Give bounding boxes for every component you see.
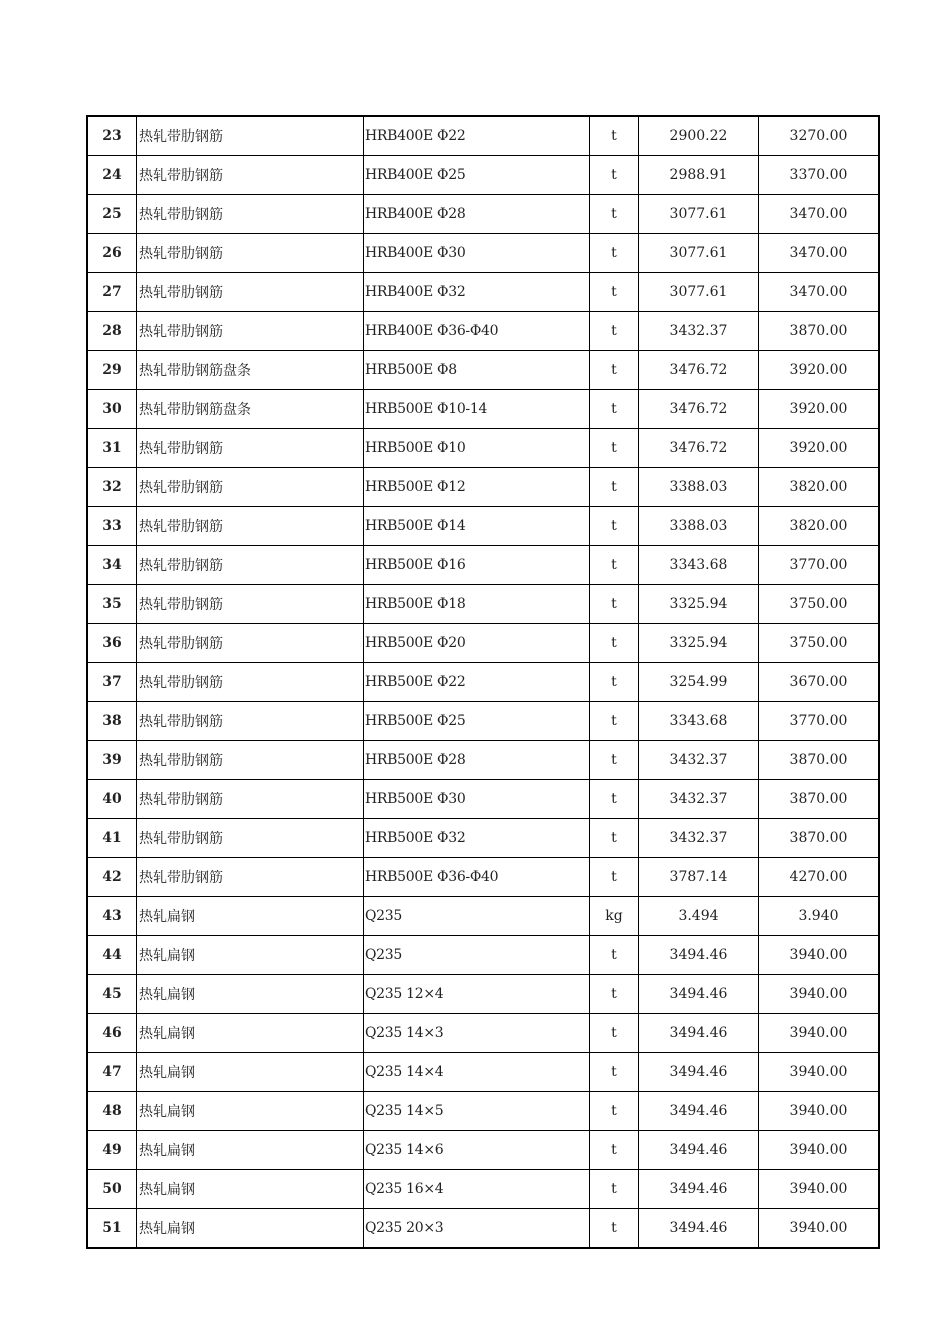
price-excl-tax: 2988.91 xyxy=(639,156,759,195)
price-incl-tax: 3270.00 xyxy=(759,116,880,156)
material-spec: HRB500E Φ12 xyxy=(364,468,590,507)
table-row xyxy=(87,663,879,702)
row-number: 44 xyxy=(87,936,137,975)
row-number: 49 xyxy=(87,1131,137,1170)
material-spec: HRB400E Φ36-Φ40 xyxy=(364,312,590,351)
material-spec: Q235 12×4 xyxy=(364,975,590,1014)
price-excl-tax: 3476.72 xyxy=(639,390,759,429)
price-excl-tax: 3432.37 xyxy=(639,312,759,351)
unit: t xyxy=(590,936,639,975)
unit: t xyxy=(590,858,639,897)
material-spec: HRB500E Φ8 xyxy=(364,351,590,390)
unit: t xyxy=(590,312,639,351)
price-excl-tax: 3077.61 xyxy=(639,273,759,312)
material-name: 热轧带肋钢筋 xyxy=(137,702,364,741)
row-number: 35 xyxy=(87,585,137,624)
price-excl-tax: 3476.72 xyxy=(639,351,759,390)
price-excl-tax: 3494.46 xyxy=(639,1209,759,1249)
table-row xyxy=(87,975,879,1014)
price-excl-tax: 3494.46 xyxy=(639,975,759,1014)
material-spec: Q235 xyxy=(364,936,590,975)
row-number: 34 xyxy=(87,546,137,585)
price-excl-tax: 3432.37 xyxy=(639,780,759,819)
price-excl-tax: 3494.46 xyxy=(639,936,759,975)
row-number: 30 xyxy=(87,390,137,429)
material-name: 热轧带肋钢筋 xyxy=(137,546,364,585)
material-name: 热轧扁钢 xyxy=(137,1209,364,1249)
table-row xyxy=(87,819,879,858)
row-number: 24 xyxy=(87,156,137,195)
price-incl-tax: 3670.00 xyxy=(759,663,880,702)
table-row xyxy=(87,312,879,351)
unit: t xyxy=(590,819,639,858)
material-name: 热轧带肋钢筋盘条 xyxy=(137,390,364,429)
table-row xyxy=(87,624,879,663)
row-number: 42 xyxy=(87,858,137,897)
unit: t xyxy=(590,390,639,429)
material-spec: Q235 14×4 xyxy=(364,1053,590,1092)
row-number: 36 xyxy=(87,624,137,663)
table-row xyxy=(87,195,879,234)
unit: t xyxy=(590,663,639,702)
material-name: 热轧带肋钢筋 xyxy=(137,858,364,897)
unit: t xyxy=(590,1053,639,1092)
price-incl-tax: 3470.00 xyxy=(759,234,880,273)
table-row xyxy=(87,351,879,390)
table-row xyxy=(87,780,879,819)
material-name: 热轧带肋钢筋 xyxy=(137,156,364,195)
material-name: 热轧扁钢 xyxy=(137,1014,364,1053)
table-row xyxy=(87,273,879,312)
material-name: 热轧带肋钢筋 xyxy=(137,429,364,468)
price-incl-tax: 3750.00 xyxy=(759,585,880,624)
material-name: 热轧带肋钢筋 xyxy=(137,819,364,858)
price-incl-tax: 3370.00 xyxy=(759,156,880,195)
row-number: 38 xyxy=(87,702,137,741)
unit: t xyxy=(590,1092,639,1131)
price-excl-tax: 3494.46 xyxy=(639,1053,759,1092)
row-number: 39 xyxy=(87,741,137,780)
material-name: 热轧带肋钢筋 xyxy=(137,507,364,546)
price-incl-tax: 4270.00 xyxy=(759,858,880,897)
row-number: 37 xyxy=(87,663,137,702)
material-name: 热轧带肋钢筋 xyxy=(137,312,364,351)
unit: t xyxy=(590,1131,639,1170)
price-excl-tax: 3.494 xyxy=(639,897,759,936)
price-excl-tax: 3494.46 xyxy=(639,1092,759,1131)
price-incl-tax: 3750.00 xyxy=(759,624,880,663)
price-excl-tax: 3476.72 xyxy=(639,429,759,468)
unit: t xyxy=(590,1170,639,1209)
row-number: 50 xyxy=(87,1170,137,1209)
table-row xyxy=(87,429,879,468)
row-number: 23 xyxy=(87,116,137,156)
price-excl-tax: 3343.68 xyxy=(639,702,759,741)
table-row xyxy=(87,390,879,429)
table-row xyxy=(87,1092,879,1131)
material-name: 热轧带肋钢筋 xyxy=(137,273,364,312)
unit: t xyxy=(590,156,639,195)
unit: t xyxy=(590,975,639,1014)
row-number: 29 xyxy=(87,351,137,390)
price-incl-tax: 3940.00 xyxy=(759,975,880,1014)
row-number: 41 xyxy=(87,819,137,858)
material-name: 热轧带肋钢筋 xyxy=(137,468,364,507)
table-row xyxy=(87,1053,879,1092)
price-excl-tax: 3388.03 xyxy=(639,507,759,546)
table-row xyxy=(87,702,879,741)
row-number: 31 xyxy=(87,429,137,468)
price-incl-tax: 3870.00 xyxy=(759,312,880,351)
material-name: 热轧扁钢 xyxy=(137,1092,364,1131)
price-excl-tax: 2900.22 xyxy=(639,116,759,156)
price-excl-tax: 3325.94 xyxy=(639,624,759,663)
row-number: 43 xyxy=(87,897,137,936)
material-spec: HRB400E Φ32 xyxy=(364,273,590,312)
table-row xyxy=(87,1014,879,1053)
material-spec: HRB500E Φ20 xyxy=(364,624,590,663)
material-spec: HRB500E Φ22 xyxy=(364,663,590,702)
material-spec: Q235 14×6 xyxy=(364,1131,590,1170)
price-incl-tax: 3820.00 xyxy=(759,507,880,546)
material-spec: HRB400E Φ22 xyxy=(364,116,590,156)
table-row xyxy=(87,1209,879,1249)
price-incl-tax: 3870.00 xyxy=(759,741,880,780)
unit: t xyxy=(590,702,639,741)
unit: t xyxy=(590,234,639,273)
row-number: 27 xyxy=(87,273,137,312)
price-excl-tax: 3432.37 xyxy=(639,819,759,858)
material-name: 热轧带肋钢筋 xyxy=(137,116,364,156)
material-name: 热轧扁钢 xyxy=(137,1131,364,1170)
material-name: 热轧扁钢 xyxy=(137,897,364,936)
table-row xyxy=(87,1131,879,1170)
row-number: 46 xyxy=(87,1014,137,1053)
material-spec: HRB500E Φ28 xyxy=(364,741,590,780)
material-name: 热轧带肋钢筋 xyxy=(137,234,364,273)
material-price-table xyxy=(86,115,880,1249)
price-excl-tax: 3494.46 xyxy=(639,1170,759,1209)
price-excl-tax: 3787.14 xyxy=(639,858,759,897)
price-incl-tax: 3770.00 xyxy=(759,702,880,741)
table-row xyxy=(87,1170,879,1209)
price-excl-tax: 3494.46 xyxy=(639,1014,759,1053)
material-spec: Q235 14×3 xyxy=(364,1014,590,1053)
table-row xyxy=(87,507,879,546)
price-excl-tax: 3343.68 xyxy=(639,546,759,585)
unit: t xyxy=(590,624,639,663)
material-name: 热轧扁钢 xyxy=(137,1053,364,1092)
material-name: 热轧带肋钢筋 xyxy=(137,624,364,663)
table-row xyxy=(87,116,879,156)
price-incl-tax: 3470.00 xyxy=(759,273,880,312)
material-name: 热轧带肋钢筋 xyxy=(137,663,364,702)
material-spec: HRB500E Φ30 xyxy=(364,780,590,819)
price-incl-tax: 3.940 xyxy=(759,897,880,936)
material-spec: HRB500E Φ18 xyxy=(364,585,590,624)
row-number: 47 xyxy=(87,1053,137,1092)
material-spec: HRB500E Φ10 xyxy=(364,429,590,468)
price-excl-tax: 3432.37 xyxy=(639,741,759,780)
price-incl-tax: 3820.00 xyxy=(759,468,880,507)
table-row xyxy=(87,234,879,273)
price-excl-tax: 3077.61 xyxy=(639,195,759,234)
material-spec: Q235 14×5 xyxy=(364,1092,590,1131)
table-row xyxy=(87,156,879,195)
row-number: 28 xyxy=(87,312,137,351)
table-row xyxy=(87,468,879,507)
unit: t xyxy=(590,116,639,156)
material-spec: Q235 20×3 xyxy=(364,1209,590,1249)
price-incl-tax: 3470.00 xyxy=(759,195,880,234)
price-incl-tax: 3920.00 xyxy=(759,429,880,468)
material-spec: HRB500E Φ14 xyxy=(364,507,590,546)
material-spec: HRB400E Φ28 xyxy=(364,195,590,234)
price-excl-tax: 3494.46 xyxy=(639,1131,759,1170)
material-spec: HRB500E Φ10-14 xyxy=(364,390,590,429)
price-incl-tax: 3940.00 xyxy=(759,1170,880,1209)
unit: kg xyxy=(590,897,639,936)
row-number: 25 xyxy=(87,195,137,234)
material-spec: Q235 xyxy=(364,897,590,936)
price-incl-tax: 3940.00 xyxy=(759,1131,880,1170)
row-number: 26 xyxy=(87,234,137,273)
table-body xyxy=(87,116,879,1248)
table-row xyxy=(87,546,879,585)
unit: t xyxy=(590,1014,639,1053)
material-name: 热轧扁钢 xyxy=(137,936,364,975)
material-spec: HRB400E Φ30 xyxy=(364,234,590,273)
material-name: 热轧带肋钢筋 xyxy=(137,585,364,624)
price-excl-tax: 3254.99 xyxy=(639,663,759,702)
price-incl-tax: 3920.00 xyxy=(759,390,880,429)
row-number: 51 xyxy=(87,1209,137,1249)
price-incl-tax: 3940.00 xyxy=(759,1092,880,1131)
price-excl-tax: 3325.94 xyxy=(639,585,759,624)
unit: t xyxy=(590,780,639,819)
material-spec: HRB400E Φ25 xyxy=(364,156,590,195)
material-spec: HRB500E Φ36-Φ40 xyxy=(364,858,590,897)
unit: t xyxy=(590,468,639,507)
material-name: 热轧带肋钢筋盘条 xyxy=(137,351,364,390)
material-spec: Q235 16×4 xyxy=(364,1170,590,1209)
unit: t xyxy=(590,1209,639,1249)
row-number: 33 xyxy=(87,507,137,546)
unit: t xyxy=(590,195,639,234)
table-row xyxy=(87,741,879,780)
material-name: 热轧带肋钢筋 xyxy=(137,741,364,780)
material-name: 热轧带肋钢筋 xyxy=(137,195,364,234)
price-incl-tax: 3940.00 xyxy=(759,1014,880,1053)
price-incl-tax: 3940.00 xyxy=(759,936,880,975)
table-row xyxy=(87,858,879,897)
unit: t xyxy=(590,351,639,390)
table-row xyxy=(87,897,879,936)
price-excl-tax: 3388.03 xyxy=(639,468,759,507)
row-number: 40 xyxy=(87,780,137,819)
row-number: 45 xyxy=(87,975,137,1014)
price-incl-tax: 3940.00 xyxy=(759,1053,880,1092)
material-name: 热轧带肋钢筋 xyxy=(137,780,364,819)
unit: t xyxy=(590,429,639,468)
unit: t xyxy=(590,585,639,624)
price-incl-tax: 3920.00 xyxy=(759,351,880,390)
unit: t xyxy=(590,273,639,312)
unit: t xyxy=(590,546,639,585)
material-name: 热轧扁钢 xyxy=(137,975,364,1014)
row-number: 48 xyxy=(87,1092,137,1131)
price-excl-tax: 3077.61 xyxy=(639,234,759,273)
unit: t xyxy=(590,741,639,780)
material-spec: HRB500E Φ32 xyxy=(364,819,590,858)
price-incl-tax: 3870.00 xyxy=(759,780,880,819)
price-incl-tax: 3940.00 xyxy=(759,1209,880,1249)
unit: t xyxy=(590,507,639,546)
material-name: 热轧扁钢 xyxy=(137,1170,364,1209)
price-incl-tax: 3770.00 xyxy=(759,546,880,585)
material-spec: HRB500E Φ16 xyxy=(364,546,590,585)
table-row xyxy=(87,936,879,975)
material-spec: HRB500E Φ25 xyxy=(364,702,590,741)
row-number: 32 xyxy=(87,468,137,507)
price-incl-tax: 3870.00 xyxy=(759,819,880,858)
table-row xyxy=(87,585,879,624)
